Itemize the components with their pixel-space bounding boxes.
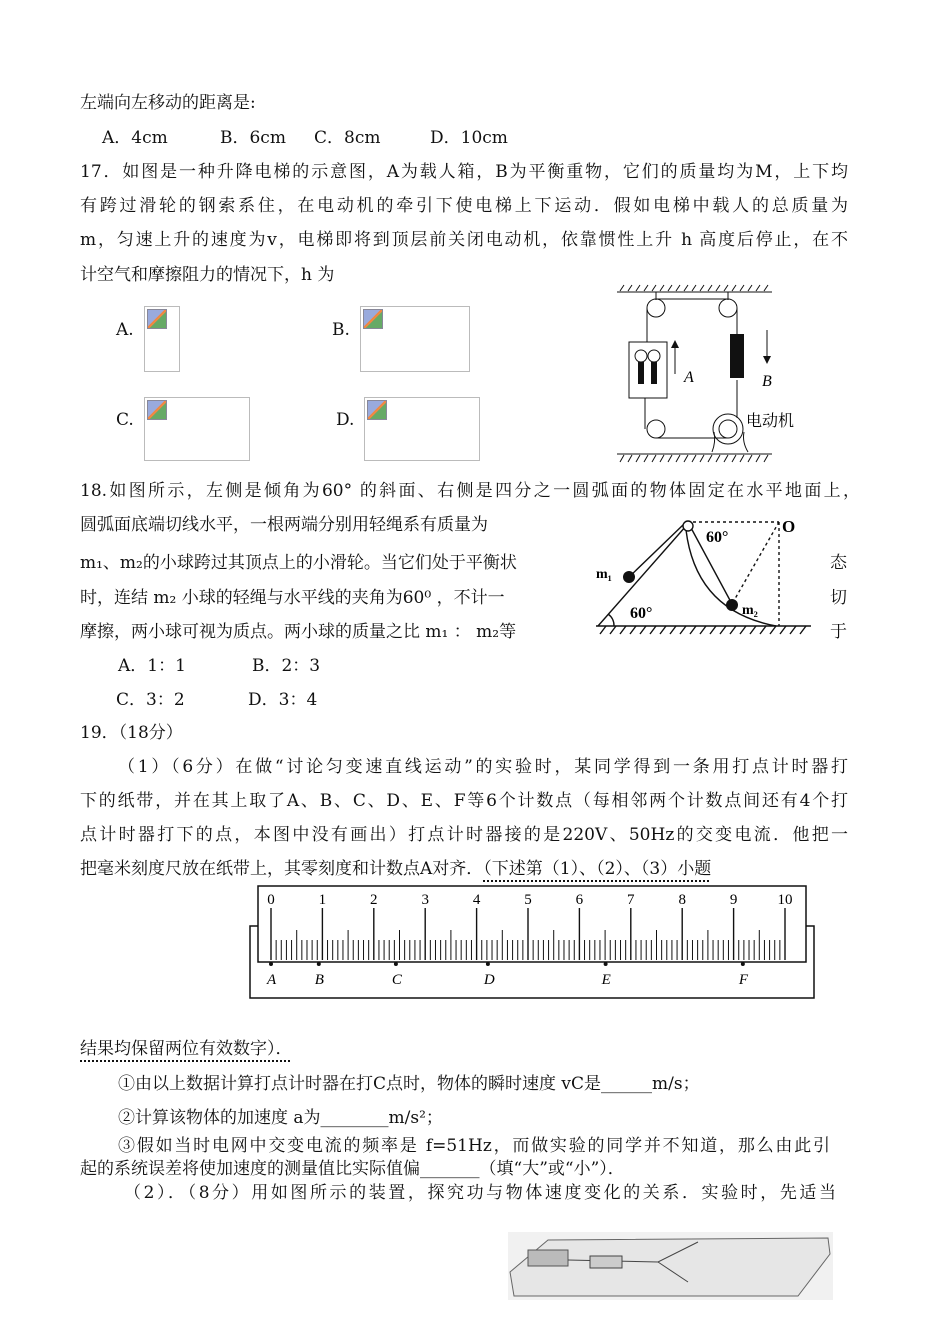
broken-image-icon [147, 400, 167, 420]
incline-arc-diagram [586, 516, 816, 636]
count-point-dot [394, 962, 398, 966]
q18-line-tail: 切 [830, 588, 847, 608]
q17-option-c-image [144, 397, 250, 461]
q19-p1-emphasis: 结果均保留两位有效数字）． [80, 1039, 293, 1059]
count-point-label: B [314, 972, 324, 988]
q18-option-a: A．1：1 [118, 656, 186, 676]
q19-sub1: ①由以上数据计算打点计时器在打C点时，物体的瞬时速度 vC是______m/s； [118, 1074, 700, 1094]
q18-line: 圆弧面底端切线水平，一根两端分别用轻绳系有质量为 [80, 515, 488, 535]
q17-option-c-label: C. [116, 410, 134, 430]
ruler-tick-label: 8 [678, 892, 686, 908]
q19-p1-line: 下的纸带，并在其上取了A、B、C、D、E、F等6个计数点（每相邻两个计数点间还有4个打 [80, 791, 848, 811]
q16-option-d: D．10cm [430, 128, 508, 148]
elevator-diagram [612, 282, 812, 467]
ruler-tick-label: 1 [318, 892, 327, 908]
q18-line-tail: 于 [830, 622, 847, 642]
center-o-label: O [782, 517, 796, 536]
q17-option-b-label: B. [332, 320, 350, 340]
count-point-dot [741, 962, 745, 966]
ruler-tick-label: 6 [575, 892, 584, 908]
q18-option-d: D．3：4 [248, 690, 318, 710]
count-point-label: E [601, 972, 611, 988]
q18-line: 18.如图所示，左侧是倾角为60° 的斜面、右侧是四分之一圆弧面的物体固定在水平地面上， [80, 481, 860, 501]
q17-line: 有跨过滑轮的钢索系住，在电动机的牵引下使电梯上下运动．假如电梯中载人的总质量为 [80, 196, 848, 216]
count-point-dot [269, 962, 273, 966]
q19-sub3: 起的系统误差将使加速度的测量值比实际值偏_______（填“大”或“小”）． [80, 1159, 625, 1179]
m2-label: m₂ [742, 603, 758, 618]
q19-p1-cont [80, 1038, 293, 1060]
q17-line: m，匀速上升的速度为v，电梯即将到顶层前关闭电动机，依靠惯性上升 h 高度后停止，在不 [80, 230, 848, 250]
ruler-tick-label: 4 [472, 892, 481, 908]
q18-option-b: B．2：3 [252, 656, 321, 676]
q19-p1-line: 点计时器打下的点，本图中没有画出）打点计时器接的是220V、50Hz的交变电流．他把一 [80, 825, 848, 845]
q17-option-d-image [364, 397, 480, 461]
q17-line: 计空气和摩擦阻力的情况下，h 为 [80, 265, 335, 285]
ruler-tick-label: 5 [524, 892, 532, 908]
label-a: A [684, 369, 694, 386]
q19-sub3: ③假如当时电网中交变电流的频率是 f=51Hz，而做实验的同学并不知道，那么由此引 [118, 1136, 830, 1156]
q18-option-c: C．3：2 [116, 690, 185, 710]
ruler-tick-label: 9 [729, 892, 738, 908]
q17-option-b-image [360, 306, 470, 372]
q17-option-a-image [144, 306, 180, 372]
q19-p1-emphasis: （下述第（1）、（2）、（3）小题 [483, 859, 712, 879]
broken-image-icon [147, 309, 167, 329]
q19-p1-line: （1）（6分）在做“讨论匀变速直线运动”的实验时，某同学得到一条用打点计时器打 [118, 757, 848, 777]
broken-image-icon [363, 309, 383, 329]
motor-label: 电动机 [746, 411, 795, 430]
q19-p2: （2）．（8分）用如图所示的装置，探究功与物体速度变化的关系．实验时，先适当 [124, 1183, 836, 1203]
angle-bottom-label: 60° [630, 605, 653, 622]
count-point-dot [317, 962, 321, 966]
q17-line: 17．如图是一种升降电梯的示意图，A为载人箱，B为平衡重物，它们的质量均为M，上下均 [80, 162, 848, 182]
ruler-tick-label: 7 [627, 892, 635, 908]
q18-line: 摩擦，两小球可视为质点。两小球的质量之比 m₁ ： m₂等 [80, 622, 517, 642]
q17-option-a-label: A. [116, 320, 134, 340]
ruler-tick-label: 10 [777, 892, 793, 908]
label-b: B [762, 373, 772, 390]
q16-option-c: C．8cm [314, 128, 381, 148]
ruler-figure [248, 884, 818, 1002]
q16-option-a: A．4cm [102, 128, 168, 148]
q18-line: 时，连结 m₂ 小球的轻绳与水平线的夹角为60⁰ ，不计一 [80, 588, 505, 608]
angle-top-label: 60° [706, 529, 729, 546]
q19-p1-last: 把毫米刻度尺放在纸带上，其零刻度和计数点A对齐． [80, 859, 484, 879]
q18-line-tail: 态 [830, 553, 847, 573]
count-point-label: A [267, 972, 277, 988]
q19-p1-line [80, 858, 711, 880]
count-point-label: C [391, 972, 402, 988]
apparatus-photo [508, 1232, 833, 1300]
count-point-dot [604, 962, 608, 966]
q18-line: m₁、m₂的小球跨过其顶点上的小滑轮。当它们处于平衡状 [80, 553, 517, 573]
m1-label: m₁ [596, 567, 612, 582]
ruler-tick-label: 3 [421, 892, 429, 908]
broken-image-icon [367, 400, 387, 420]
ruler-tick-label: 2 [370, 892, 378, 908]
count-point-dot [486, 962, 490, 966]
ruler-tick-label: 0 [267, 892, 275, 908]
q16-text: 左端向左移动的距离是: [80, 93, 256, 113]
q16-option-b: B．6cm [220, 128, 286, 148]
count-point-label: D [483, 972, 495, 988]
q19-sub2: ②计算该物体的加速度 a为________m/s²； [118, 1108, 443, 1128]
count-point-label: F [738, 972, 749, 988]
q19-header: 19．（18分） [80, 723, 183, 743]
q17-option-d-label: D. [336, 410, 355, 430]
